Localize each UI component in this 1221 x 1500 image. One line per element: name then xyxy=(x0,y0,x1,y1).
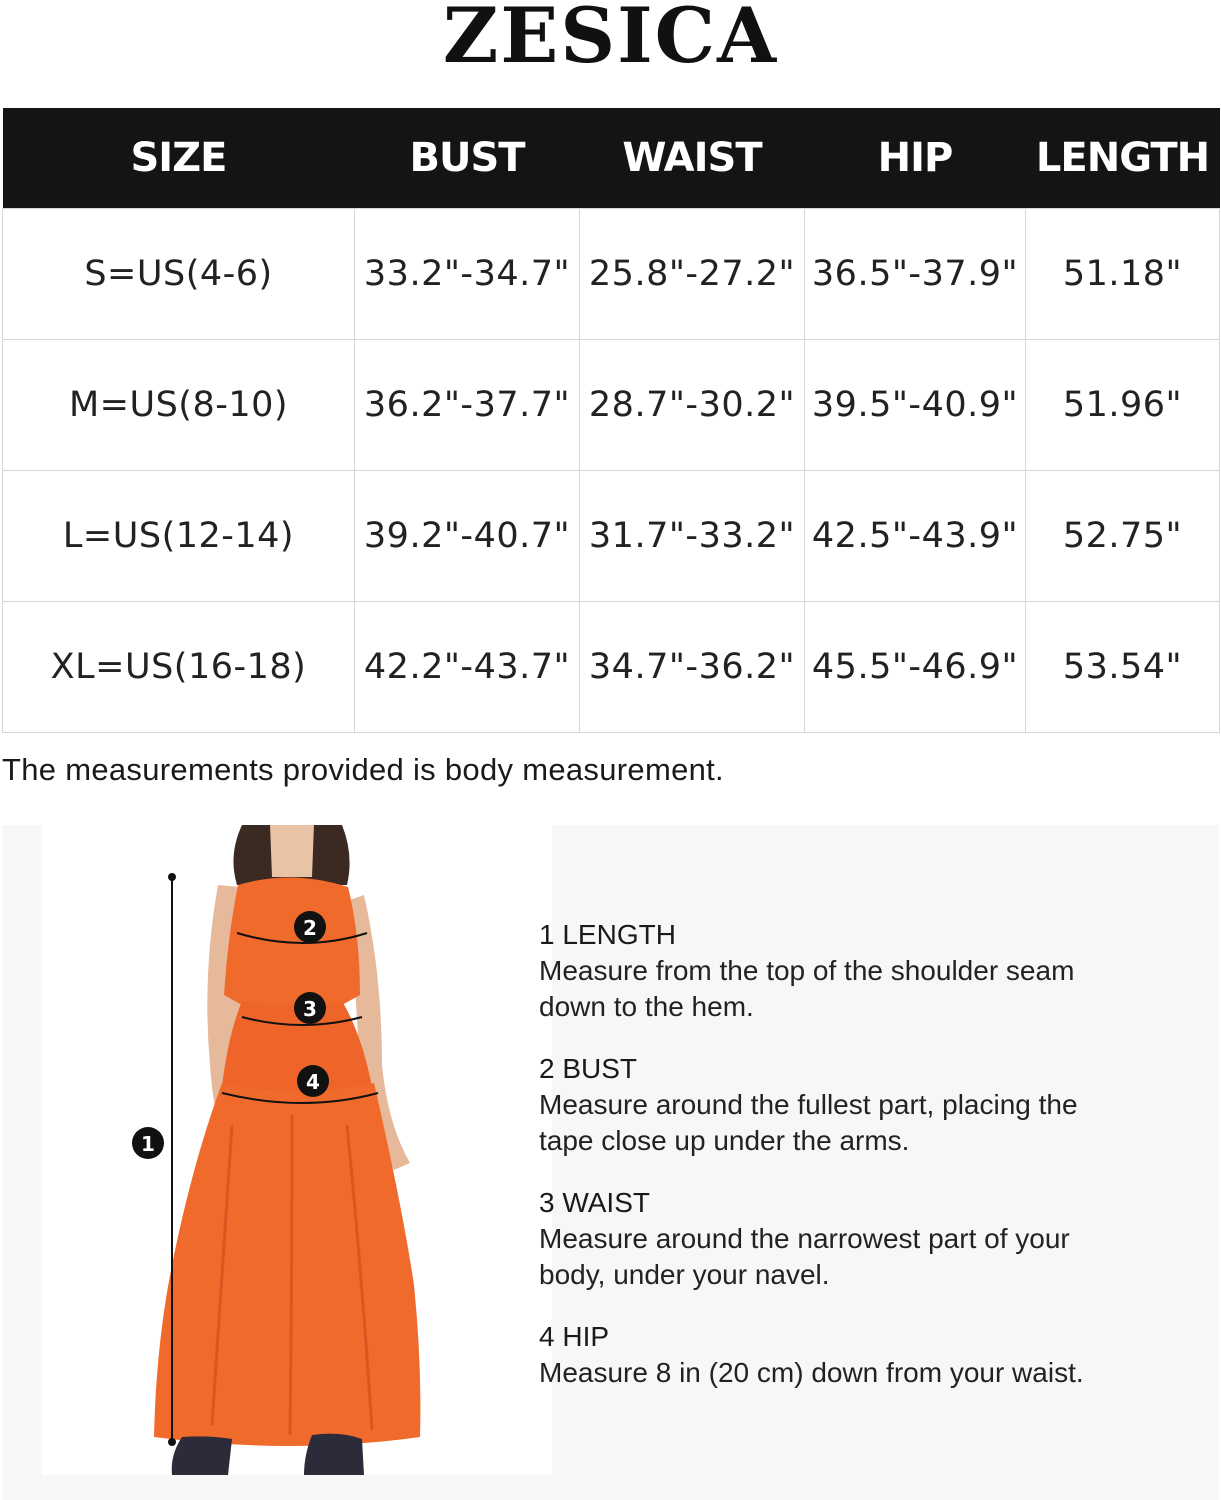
neck-shape xyxy=(270,825,314,877)
cell-bust: 42.2"-43.7" xyxy=(355,601,580,732)
cell-size: S=US(4-6) xyxy=(3,208,355,339)
instruction-length xyxy=(539,917,1179,1025)
cell-bust: 36.2"-37.7" xyxy=(355,339,580,470)
cell-length: 52.75" xyxy=(1026,470,1220,601)
table-header-row xyxy=(3,108,1220,208)
cell-size: L=US(12-14) xyxy=(3,470,355,601)
cell-size: XL=US(16-18) xyxy=(3,601,355,732)
header-hip: HIP xyxy=(805,108,1026,208)
marker-4-label: 4 xyxy=(306,1070,320,1094)
table-row xyxy=(3,339,1220,470)
length-line-bottom-dot xyxy=(168,1438,176,1446)
instruction-hip xyxy=(539,1319,1179,1391)
cell-waist: 25.8"-27.2" xyxy=(580,208,805,339)
model-photo-panel xyxy=(42,825,552,1475)
instruction-text: Measure around the narrowest part of your body, under your navel. xyxy=(539,1223,1070,1290)
table-row xyxy=(3,470,1220,601)
instruction-title: 4 HIP xyxy=(539,1321,610,1352)
brand-logo: ZESICA xyxy=(442,0,779,80)
marker-1 xyxy=(132,1127,164,1159)
cell-waist: 31.7"-33.2" xyxy=(580,470,805,601)
left-shoe-shape xyxy=(172,1436,232,1475)
marker-4 xyxy=(297,1065,329,1097)
instruction-text: Measure 8 in (20 cm) down from your waist. xyxy=(539,1357,1084,1388)
marker-1-label: 1 xyxy=(141,1132,155,1156)
cell-bust: 39.2"-40.7" xyxy=(355,470,580,601)
cell-length: 51.96" xyxy=(1026,339,1220,470)
header-size: SIZE xyxy=(3,108,355,208)
measurement-note: The measurements provided is body measurement. xyxy=(2,752,724,787)
cell-hip: 36.5"-37.9" xyxy=(805,208,1026,339)
marker-2 xyxy=(294,911,326,943)
measurement-guide xyxy=(2,825,1219,1500)
cell-waist: 28.7"-30.2" xyxy=(580,339,805,470)
instruction-text: Measure from the top of the shoulder seam down to the hem. xyxy=(539,955,1075,1022)
cell-size: M=US(8-10) xyxy=(3,339,355,470)
table-row xyxy=(3,208,1220,339)
dress-skirt-shape xyxy=(154,1083,420,1446)
instruction-bust xyxy=(539,1051,1179,1159)
length-line-top-dot xyxy=(168,873,176,881)
right-shoe-shape xyxy=(304,1434,364,1475)
marker-2-label: 2 xyxy=(303,916,317,940)
marker-3-label: 3 xyxy=(303,997,317,1021)
instruction-title: 2 BUST xyxy=(539,1053,638,1084)
header-bust: BUST xyxy=(355,108,580,208)
instruction-title: 1 LENGTH xyxy=(539,919,676,950)
dress-figure-illustration xyxy=(42,825,552,1475)
size-chart-table xyxy=(2,108,1220,733)
measurement-instructions xyxy=(539,917,1179,1417)
header-length: LENGTH xyxy=(1026,108,1220,208)
instruction-waist xyxy=(539,1185,1179,1293)
table-row xyxy=(3,601,1220,732)
marker-3 xyxy=(294,992,326,1024)
instruction-text: Measure around the fullest part, placing the tape close up under the arms. xyxy=(539,1089,1078,1156)
header-waist: WAIST xyxy=(580,108,805,208)
instruction-title: 3 WAIST xyxy=(539,1187,650,1218)
cell-hip: 39.5"-40.9" xyxy=(805,339,1026,470)
cell-hip: 42.5"-43.9" xyxy=(805,470,1026,601)
cell-length: 53.54" xyxy=(1026,601,1220,732)
cell-bust: 33.2"-34.7" xyxy=(355,208,580,339)
cell-waist: 34.7"-36.2" xyxy=(580,601,805,732)
cell-hip: 45.5"-46.9" xyxy=(805,601,1026,732)
cell-length: 51.18" xyxy=(1026,208,1220,339)
